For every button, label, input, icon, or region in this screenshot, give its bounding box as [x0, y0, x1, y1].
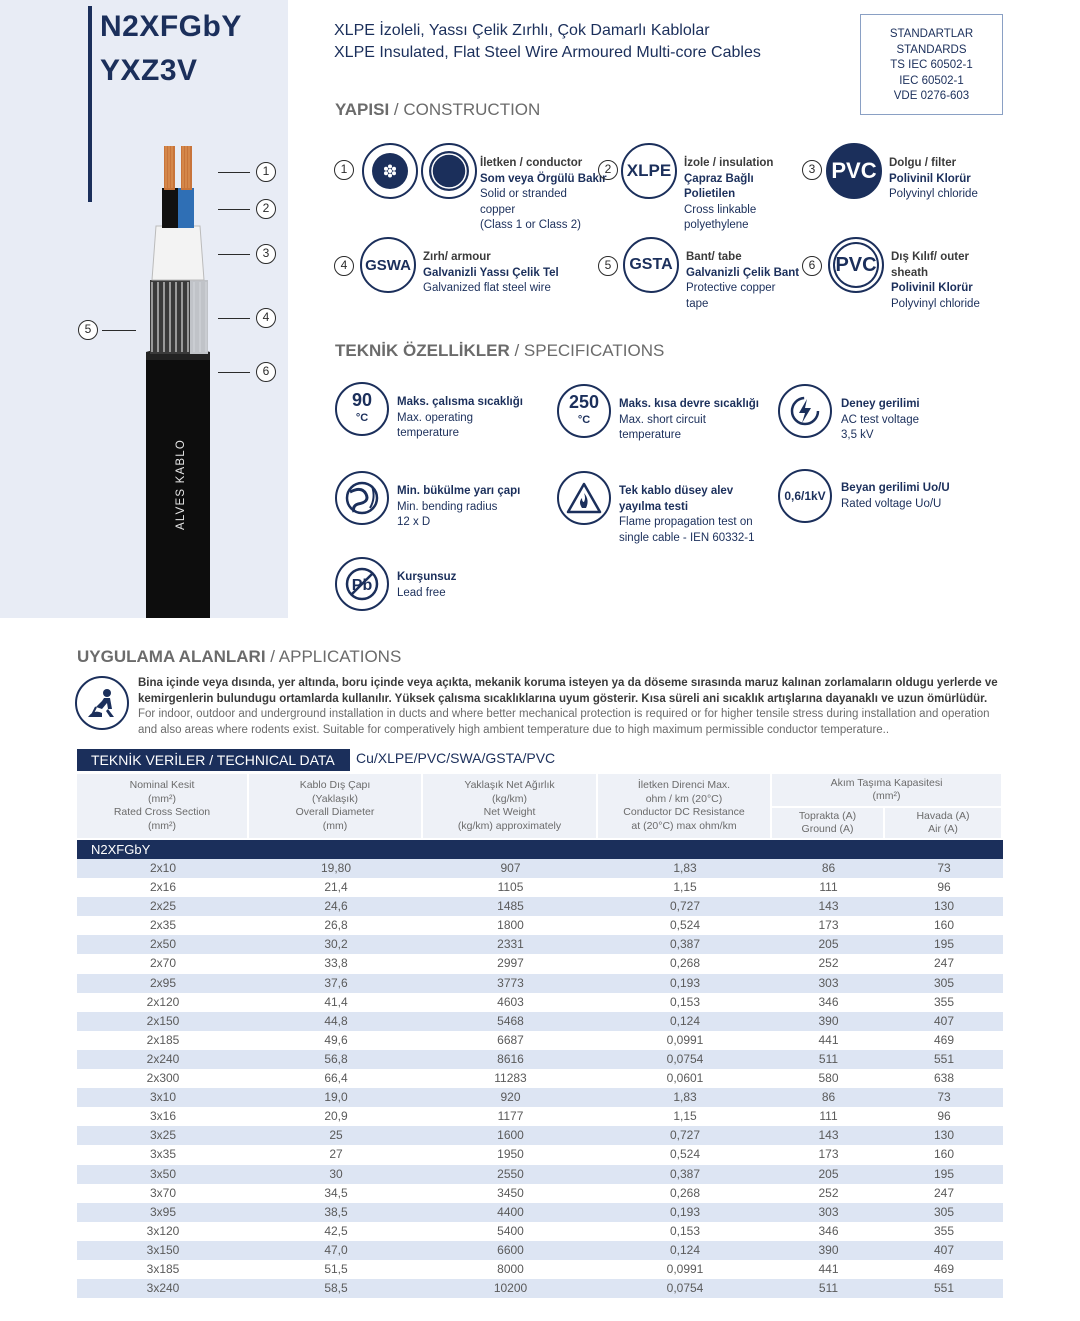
table-cell: 303: [772, 974, 885, 993]
bending-radius-icon: [335, 471, 389, 525]
spec-tr: Beyan gerilimi Uo/U: [841, 482, 950, 494]
col-header-ground: Toprakta (A) Ground (A): [772, 808, 885, 840]
spec-en: 3,5 kV: [841, 429, 874, 441]
table-row: [77, 1165, 1003, 1184]
table-row: [77, 935, 1003, 954]
xlpe-icon: XLPE: [621, 143, 677, 199]
table-cell: 19,80: [249, 859, 423, 878]
table-cell: 20,9: [249, 1107, 423, 1126]
table-cell: 30,2: [249, 935, 423, 954]
construction-title: [335, 100, 540, 120]
col-header-weight: Yaklaşık Net Ağırlık (kg/km) Net Weight (kg/km) approximately: [423, 774, 598, 840]
table-cell: 2997: [423, 954, 598, 973]
table-row: [77, 1260, 1003, 1279]
table-cell: 441: [772, 1031, 885, 1050]
table-cell: 551: [885, 1050, 1003, 1069]
item-en: Cross linkable: [684, 203, 757, 216]
table-cell: 0,524: [598, 916, 772, 935]
technical-data-table: [77, 774, 1003, 1298]
spec-en: temperature: [619, 429, 682, 441]
callout-line-1: [218, 172, 250, 173]
spec-en: Max. operating: [397, 411, 474, 424]
table-cell: 130: [885, 897, 1003, 916]
table-cell: 2x70: [77, 954, 249, 973]
gsta-tape-icon: GSTA: [623, 237, 679, 293]
item-heading: Dolgu / filter: [889, 157, 957, 169]
table-cell: 130: [885, 1126, 1003, 1145]
table-cell: 6687: [423, 1031, 598, 1050]
standards-box: [860, 14, 1003, 115]
table-cell: 26,8: [249, 916, 423, 935]
spec-tr: Maks. çalısma sıcaklığı: [397, 396, 523, 408]
table-cell: 5400: [423, 1222, 598, 1241]
col-header-current-capacity: Akım Taşıma Kapasitesi (mm²): [772, 774, 1003, 808]
table-cell: 86: [772, 859, 885, 878]
table-cell: 907: [423, 859, 598, 878]
spec-unit: °C: [577, 414, 591, 426]
table-cell: 173: [772, 916, 885, 935]
construction-num-2: 2: [598, 160, 618, 180]
table-cell: 355: [885, 1222, 1003, 1241]
table-row: [77, 1107, 1003, 1126]
callout-line-5: [102, 330, 136, 331]
table-cell: 346: [772, 993, 885, 1012]
table-cell: 390: [772, 1012, 885, 1031]
applications-title-tr: UYGULAMA ALANLARI: [77, 647, 266, 666]
callout-line-6: [218, 372, 250, 373]
construction-item-3-text: [889, 156, 978, 203]
table-cell: 96: [885, 1107, 1003, 1126]
table-row: [77, 1069, 1003, 1088]
applications-text-en: For indoor, outdoor and underground installation in ducts and where better mechanical protection is required or for higher tensile stress during installation and operation and also areas where rodents exist. Suitable for comperatively high ambient temperature due to high maximum permissible conductor temperature..: [138, 708, 990, 736]
item-en: Solid or stranded: [480, 188, 567, 200]
callout-5: 5: [78, 320, 98, 340]
table-cell: 143: [772, 897, 885, 916]
standards-label-en: STANDARDS: [896, 43, 967, 56]
item-en: copper: [480, 203, 516, 216]
table-cell: 34,5: [249, 1184, 423, 1203]
table-cell: 3x120: [77, 1222, 249, 1241]
table-cell: 1,83: [598, 1088, 772, 1107]
item-heading: Dış Kılıf/ outer: [891, 251, 969, 263]
table-cell: 3x70: [77, 1184, 249, 1203]
standard-item: TS IEC 60502-1: [890, 59, 973, 71]
table-cell: 638: [885, 1069, 1003, 1088]
table-cell: 38,5: [249, 1203, 423, 1222]
table-cell: 551: [885, 1279, 1003, 1298]
table-cell: 0,727: [598, 897, 772, 916]
table-cell: 3x10: [77, 1088, 249, 1107]
table-cell: 3773: [423, 974, 598, 993]
table-cell: 10200: [423, 1279, 598, 1298]
item-en: Protective copper: [686, 282, 776, 294]
test-voltage-icon: [778, 384, 832, 438]
table-cell: 252: [772, 954, 885, 973]
table-cell: 0,387: [598, 935, 772, 954]
spec-en: temperature: [397, 427, 460, 439]
table-row: [77, 1241, 1003, 1260]
table-cell: 73: [885, 1088, 1003, 1107]
table-cell: 86: [772, 1088, 885, 1107]
item-heading: İzole / insulation: [684, 157, 774, 169]
item-en: (Class 1 or Class 2): [480, 219, 581, 231]
construction-item-1-text: [480, 156, 607, 234]
spec-en: Rated voltage Uo/U: [841, 497, 942, 510]
table-cell: 0,0991: [598, 1031, 772, 1050]
table-cell: 407: [885, 1012, 1003, 1031]
gswa-armour-icon: GSWA: [360, 237, 416, 293]
table-cell: 3x150: [77, 1241, 249, 1260]
col-header-cross-section: Nominal Kesit (mm²) Rated Cross Section (mm²): [77, 774, 249, 840]
table-cell: 3x16: [77, 1107, 249, 1126]
table-cell: 42,5: [249, 1222, 423, 1241]
table-cell: 3x50: [77, 1165, 249, 1184]
table-cell: 111: [772, 1107, 885, 1126]
item-tr: Galvanizli Yassı Çelik Tel: [423, 266, 559, 279]
table-row: [77, 859, 1003, 878]
table-cell: 0,153: [598, 1222, 772, 1241]
header-title-tr: XLPE İzoleli, Yassı Çelik Zırhlı, Çok Damarlı Kablolar: [334, 22, 710, 39]
standards-label-tr: STANDARTLAR: [889, 28, 974, 40]
table-cell: 2x35: [77, 916, 249, 935]
construction-num-6: 6: [802, 256, 822, 276]
specs-title-en: / SPECIFICATIONS: [509, 341, 665, 360]
table-cell: 3x25: [77, 1126, 249, 1145]
table-row: [77, 1279, 1003, 1298]
spec-en: AC test voltage: [841, 413, 919, 426]
table-cell: 11283: [423, 1069, 598, 1088]
table-cell: 3x95: [77, 1203, 249, 1222]
table-cell: 30: [249, 1165, 423, 1184]
spec-tr: Min. bükülme yarı çapı: [397, 485, 521, 497]
table-cell: 2x120: [77, 993, 249, 1012]
table-cell: 0,124: [598, 1012, 772, 1031]
item-en: tape: [686, 297, 709, 310]
construction-num-4: 4: [334, 256, 354, 276]
table-cell: 3x240: [77, 1279, 249, 1298]
spec-4-text: [397, 484, 520, 531]
spec-en: Max. short circuit: [619, 413, 706, 426]
table-cell: 407: [885, 1241, 1003, 1260]
table-cell: 2331: [423, 935, 598, 954]
table-cell: 247: [885, 954, 1003, 973]
table-cell: 469: [885, 1031, 1003, 1050]
spec-1-text: [397, 395, 523, 442]
table-row: [77, 954, 1003, 973]
lead-free-symbol: Pb: [351, 577, 373, 594]
construction-item-2-text: [684, 156, 773, 234]
pvc-sheath-icon: PVC: [828, 237, 884, 293]
table-cell: 580: [772, 1069, 885, 1088]
table-cell: 27: [249, 1145, 423, 1164]
table-cell: 305: [885, 974, 1003, 993]
callout-3: 3: [256, 244, 276, 264]
table-cell: 0,0754: [598, 1279, 772, 1298]
table-row: [77, 1126, 1003, 1145]
table-cell: 0,124: [598, 1241, 772, 1260]
table-cell: 4400: [423, 1203, 598, 1222]
rated-voltage-icon: 0,6/1kV: [778, 469, 832, 523]
item-en: Polyvinyl chloride: [891, 297, 980, 310]
table-cell: 469: [885, 1260, 1003, 1279]
spec-2-text: [619, 397, 759, 444]
table-cell: 205: [772, 1165, 885, 1184]
table-cell: 2x10: [77, 859, 249, 878]
spec-en: 12 x D: [397, 516, 431, 528]
table-cell: 0,727: [598, 1126, 772, 1145]
table-cell: 160: [885, 916, 1003, 935]
table-cell: 1,15: [598, 1107, 772, 1126]
item-en: Polyvinyl chloride: [889, 188, 978, 200]
table-cell: 0,0991: [598, 1260, 772, 1279]
table-cell: 8000: [423, 1260, 598, 1279]
table-cell: 0,153: [598, 993, 772, 1012]
item-tr: Polivinil Klorür: [889, 172, 971, 185]
table-cell: 44,8: [249, 1012, 423, 1031]
table-cell: 2x16: [77, 878, 249, 897]
table-cell: 1105: [423, 878, 598, 897]
construction-item-4-text: [423, 250, 559, 297]
spec-5-text: [619, 484, 755, 546]
table-row: [77, 897, 1003, 916]
spec-value: 250: [568, 392, 600, 412]
table-cell: 4603: [423, 993, 598, 1012]
construction-item-6-text: [891, 250, 980, 312]
item-en: Galvanized flat steel wire: [423, 282, 551, 294]
table-cell: 47,0: [249, 1241, 423, 1260]
table-cell: 49,6: [249, 1031, 423, 1050]
table-cell: 2x300: [77, 1069, 249, 1088]
table-row: [77, 1050, 1003, 1069]
table-cell: 33,8: [249, 954, 423, 973]
callout-line-2: [218, 209, 250, 210]
table-cell: 441: [772, 1260, 885, 1279]
construction-title-en: / CONSTRUCTION: [389, 100, 541, 119]
table-cell: 195: [885, 935, 1003, 954]
table-cell: 195: [885, 1165, 1003, 1184]
table-cell: 2x185: [77, 1031, 249, 1050]
table-cell: 205: [772, 935, 885, 954]
technical-data-construction: Cu/XLPE/PVC/SWA/GSTA/PVC: [356, 750, 556, 766]
spec-value: 90: [351, 390, 373, 410]
item-heading: sheath: [891, 266, 929, 279]
table-cell: 0,268: [598, 1184, 772, 1203]
table-row: [77, 993, 1003, 1012]
standard-item: VDE 0276-603: [893, 90, 970, 102]
table-cell: 247: [885, 1184, 1003, 1203]
item-en: polyethylene: [684, 219, 749, 231]
table-cell: 24,6: [249, 897, 423, 916]
table-cell: 1485: [423, 897, 598, 916]
callout-2: 2: [256, 199, 276, 219]
table-row: [77, 1012, 1003, 1031]
specs-title-tr: TEKNİK ÖZELLİKLER: [335, 341, 510, 360]
table-cell: 51,5: [249, 1260, 423, 1279]
table-row: [77, 916, 1003, 935]
callout-line-3: [218, 254, 250, 255]
col-header-diameter: Kablo Dış Çapı (Yaklaşık) Overall Diameter (mm): [249, 774, 423, 840]
table-row: [77, 1088, 1003, 1107]
table-cell: 303: [772, 1203, 885, 1222]
table-cell: 2x150: [77, 1012, 249, 1031]
technical-data-title: TEKNİK VERİLER / TECHNICAL DATA: [77, 749, 350, 771]
table-cell: 111: [772, 878, 885, 897]
spec-tr: Tek kablo düsey alev: [619, 485, 734, 497]
table-cell: 0,524: [598, 1145, 772, 1164]
table-cell: 21,4: [249, 878, 423, 897]
table-cell: 3x35: [77, 1145, 249, 1164]
table-cell: 1600: [423, 1126, 598, 1145]
table-cell: 3450: [423, 1184, 598, 1203]
callout-4: 4: [256, 308, 276, 328]
specs-title: [335, 341, 664, 361]
construction-num-3: 3: [802, 160, 822, 180]
table-cell: 0,387: [598, 1165, 772, 1184]
table-cell: 1177: [423, 1107, 598, 1126]
item-tr: Som veya Örgülü Bakır: [480, 172, 607, 185]
table-row: [77, 1184, 1003, 1203]
construction-num-5: 5: [598, 256, 618, 276]
spec-7-text: [397, 570, 456, 601]
item-tr: Polivinil Klorür: [891, 282, 973, 294]
table-cell: 56,8: [249, 1050, 423, 1069]
applications-text-tr: Bina içinde veya dısında, yer altında, boru içinde veya açıkta, mekanik koruma isteyen ya da döseme sırasında maruz kalınan zorlamaların oldugu yerlerde ve kemirgenlerin bulundugu ortamlarda kullanılır. Yüksek çalısma sıcaklıklarına uyum gösterir. Kısa süreli ani sıcaklık artışlarına dayanaklı ve uzun ömürlüdür.: [138, 677, 998, 705]
callout-1: 1: [256, 162, 276, 182]
table-cell: 96: [885, 878, 1003, 897]
table-cell: 0,268: [598, 954, 772, 973]
temperature-90-icon: [335, 382, 389, 436]
spec-en: single cable - IEN 60332-1: [619, 531, 755, 544]
table-cell: 346: [772, 1222, 885, 1241]
standard-item: IEC 60502-1: [899, 74, 964, 87]
item-tr: Galvanizli Çelik Bant: [686, 266, 800, 279]
table-cell: 6600: [423, 1241, 598, 1260]
table-cell: 19,0: [249, 1088, 423, 1107]
table-cell: 511: [772, 1050, 885, 1069]
header-title-en: XLPE Insulated, Flat Steel Wire Armoured Multi-core Cables: [334, 44, 761, 61]
col-header-air: Havada (A) Air (A): [885, 808, 1003, 840]
product-code-primary: N2XFGbY: [100, 10, 242, 43]
spec-tr: Deney gerilimi: [841, 398, 920, 410]
table-cell: 3x185: [77, 1260, 249, 1279]
item-heading: Bant/ tabe: [686, 251, 742, 263]
table-cell: 143: [772, 1126, 885, 1145]
table-row: [77, 1031, 1003, 1050]
table-cell: 58,5: [249, 1279, 423, 1298]
cable-illustration-panel: [0, 0, 288, 618]
table-cell: 2550: [423, 1165, 598, 1184]
table-cell: 5468: [423, 1012, 598, 1031]
callout-6: 6: [256, 362, 276, 382]
product-code-secondary: YXZ3V: [100, 54, 198, 87]
spec-unit: °C: [355, 412, 369, 424]
table-cell: 355: [885, 993, 1003, 1012]
table-cell: 1,15: [598, 878, 772, 897]
item-heading: İletken / conductor: [480, 157, 583, 169]
applications-title: [77, 647, 401, 667]
table-cell: 66,4: [249, 1069, 423, 1088]
table-cell: 920: [423, 1088, 598, 1107]
table-cell: 1950: [423, 1145, 598, 1164]
conductor-stranded-icon: [421, 143, 477, 199]
table-row: [77, 1203, 1003, 1222]
table-cell: 2x95: [77, 974, 249, 993]
table-cell: 160: [885, 1145, 1003, 1164]
table-row: [77, 974, 1003, 993]
item-tr: Çapraz Bağlı: [684, 172, 754, 185]
table-row: [77, 1222, 1003, 1241]
spec-tr: Kurşunsuz: [397, 571, 457, 583]
table-row: [77, 1145, 1003, 1164]
callout-line-4: [218, 318, 250, 319]
temperature-250-icon: [557, 384, 611, 438]
table-cell: 73: [885, 859, 1003, 878]
table-cell: 37,6: [249, 974, 423, 993]
col-header-resistance: İletken Direnci Max. ohm / km (20°C) Conductor DC Resistance at (20°C) max ohm/km: [598, 774, 772, 840]
pvc-filler-icon: PVC: [826, 143, 882, 199]
spec-tr: Maks. kısa devre sıcaklığı: [619, 398, 760, 410]
table-cell: 2x50: [77, 935, 249, 954]
spec-en: Lead free: [397, 586, 446, 599]
table-cell: 8616: [423, 1050, 598, 1069]
lead-free-icon: [335, 557, 389, 611]
construction-num-1: 1: [334, 160, 354, 180]
table-cell: 2x240: [77, 1050, 249, 1069]
applications-title-en: / APPLICATIONS: [265, 647, 402, 666]
table-cell: 1800: [423, 916, 598, 935]
spec-3-text: [841, 397, 920, 444]
item-tr: Polietilen: [684, 188, 736, 200]
table-cell: 0,0754: [598, 1050, 772, 1069]
construction-item-5-text: [686, 250, 799, 312]
construction-title-tr: YAPISI: [335, 100, 390, 119]
table-cell: 173: [772, 1145, 885, 1164]
table-row: [77, 878, 1003, 897]
table-cell: 390: [772, 1241, 885, 1260]
spec-en: Flame propagation test on: [619, 516, 753, 528]
table-cell: 0,0601: [598, 1069, 772, 1088]
spec-6-text: [841, 481, 950, 512]
table-cell: 1,83: [598, 859, 772, 878]
table-cell: 0,193: [598, 1203, 772, 1222]
flame-icon: [557, 471, 611, 525]
brand-print: ALVES KABLO: [175, 439, 187, 530]
construction-worker-icon: [75, 676, 129, 730]
table-cell: 2x25: [77, 897, 249, 916]
conductor-solid-icon: [362, 143, 418, 199]
table-cell: 0,193: [598, 974, 772, 993]
spec-en: Min. bending radius: [397, 500, 498, 513]
table-cell: 252: [772, 1184, 885, 1203]
table-cell: 511: [772, 1279, 885, 1298]
table-group-label: N2XFGbY: [77, 840, 1003, 859]
table-cell: 41,4: [249, 993, 423, 1012]
table-cell: 305: [885, 1203, 1003, 1222]
spec-tr: yayılma testi: [619, 500, 689, 513]
table-cell: 25: [249, 1126, 423, 1145]
cable-cross-section-image: [0, 130, 288, 618]
item-heading: Zırh/ armour: [423, 251, 491, 263]
